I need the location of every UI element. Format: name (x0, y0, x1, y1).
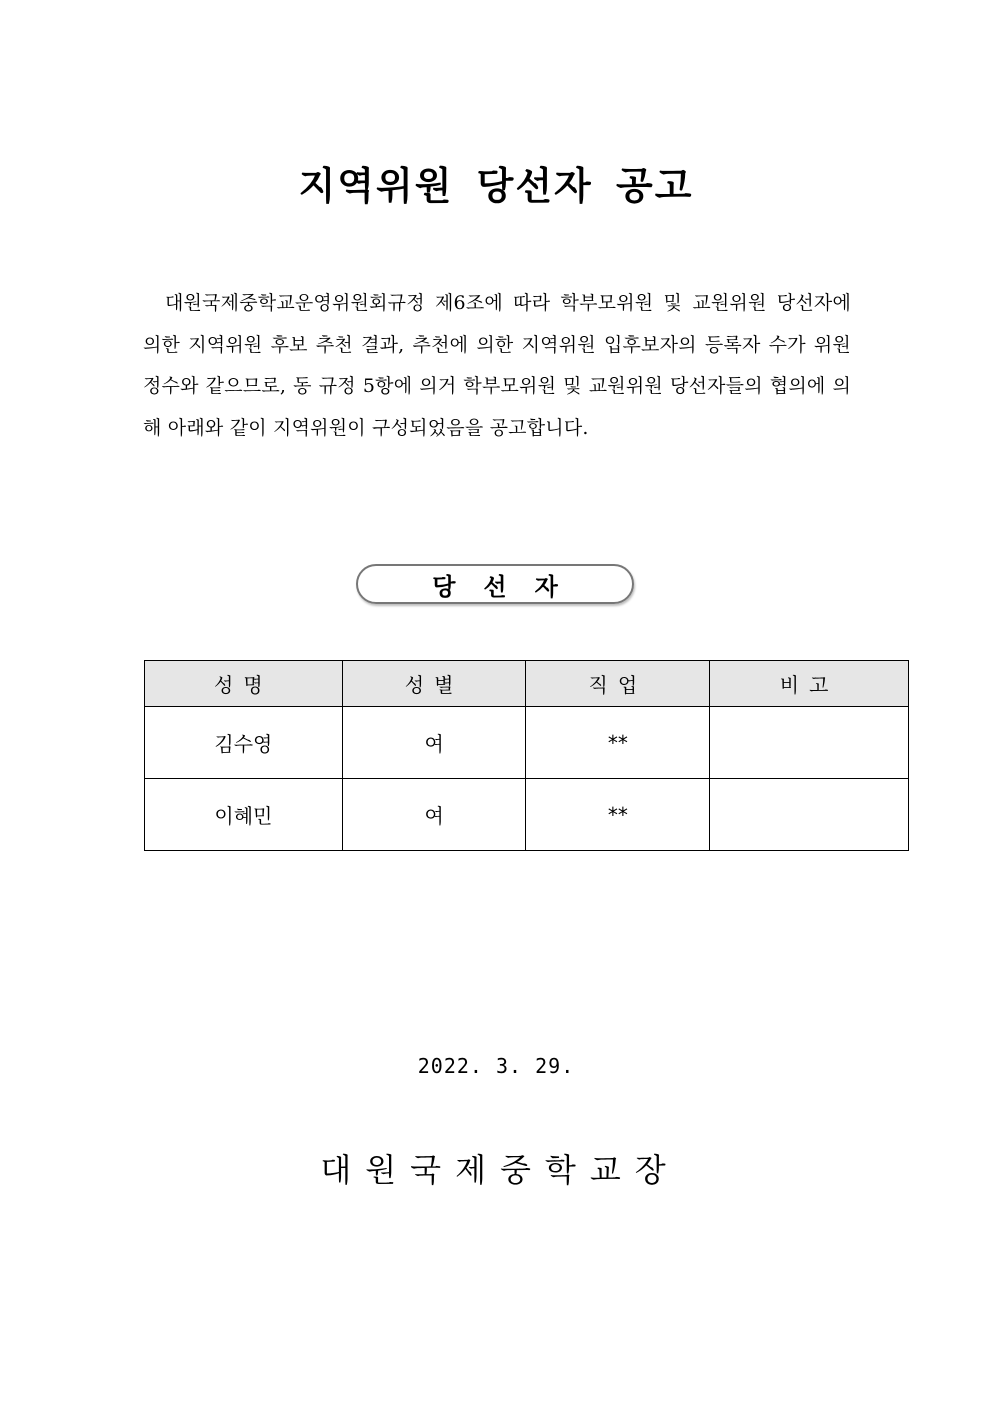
table-header-row (145, 661, 909, 707)
announcement-body: 대원국제중학교운영위원회규정 제6조에 따라 학부모위원 및 교원위원 당선자에 의한 지역위원 후보 추천 결과, 추천에 의한 지역위원 입후보자의 등록자 수가 위원 정수와 같으므로, 동 규정 5항에 의거 학부모위원 및 교원위원 당선자들의 협의에 의해 아래와 같이 지역위원이 구성되었음을 공고합니다. (143, 292, 851, 439)
announcement-date: 2022. 3. 29. (417, 1054, 575, 1078)
cell-remarks (710, 707, 909, 779)
cell-occupation: ** (526, 707, 710, 779)
table-row (145, 707, 909, 779)
header-remarks: 비고 (710, 661, 909, 707)
cell-gender: 여 (342, 779, 526, 851)
elected-members-table (144, 660, 909, 851)
cell-name: 김수영 (145, 707, 343, 779)
header-occupation: 직업 (526, 661, 710, 707)
cell-gender: 여 (342, 707, 526, 779)
cell-occupation: ** (526, 779, 710, 851)
page-title: 지역위원 당선자 공고 (298, 164, 694, 208)
section-label-pill: 당선자 (356, 564, 634, 604)
cell-name: 이혜민 (145, 779, 343, 851)
signature-principal: 대원국제중학교장 (320, 1151, 680, 1189)
table-row (145, 779, 909, 851)
header-gender: 성별 (342, 661, 526, 707)
cell-remarks (710, 779, 909, 851)
header-name: 성명 (145, 661, 343, 707)
